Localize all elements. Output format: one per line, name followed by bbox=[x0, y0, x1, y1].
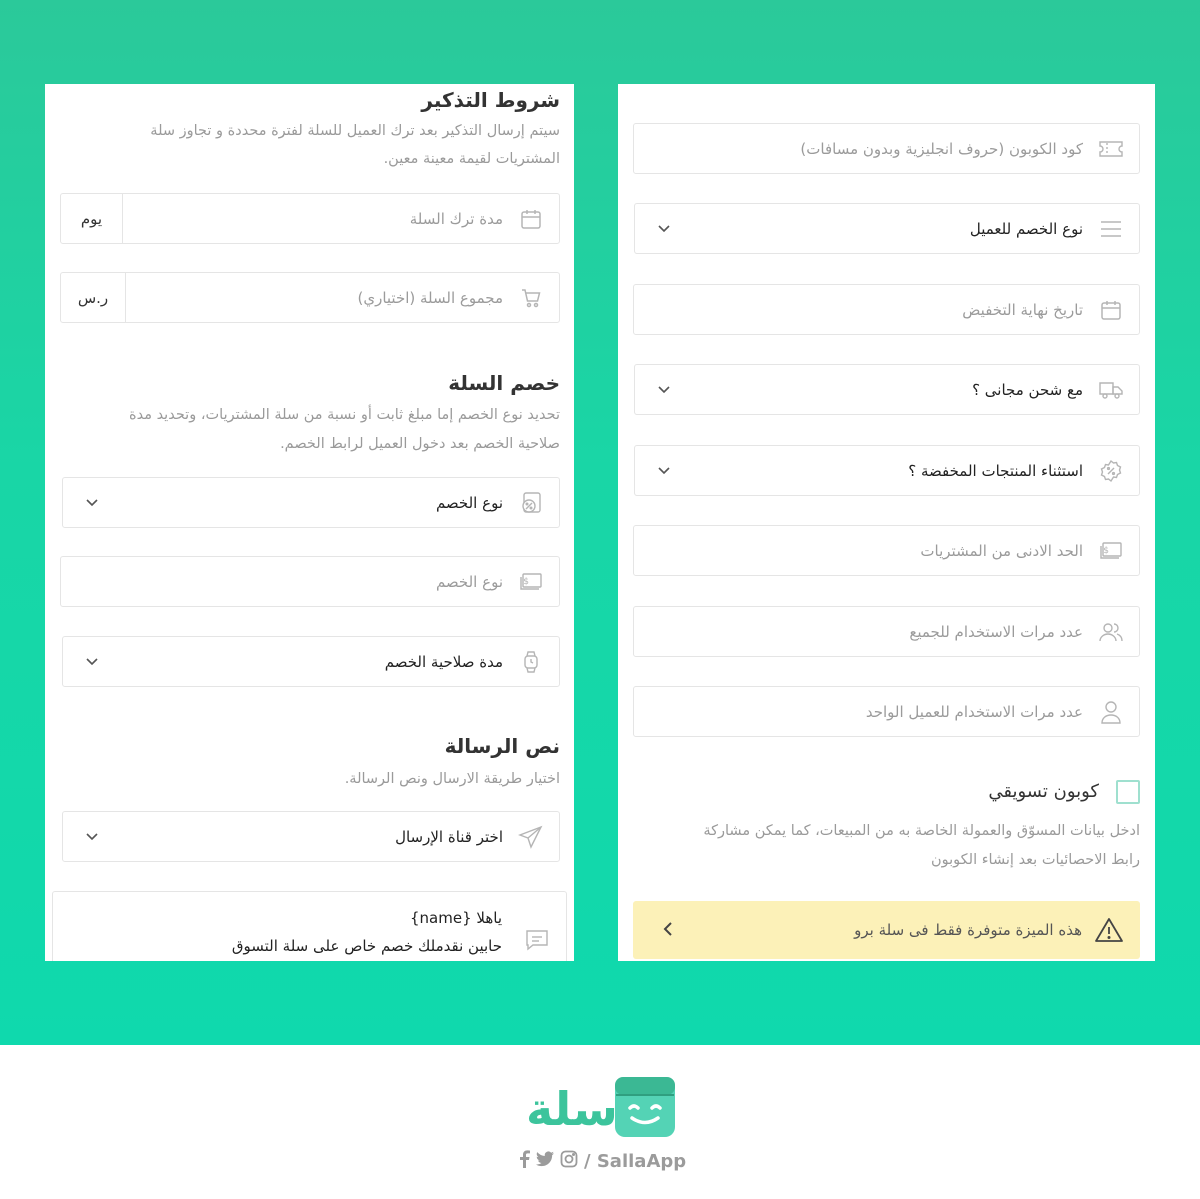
abandon-duration-field[interactable] bbox=[60, 193, 560, 244]
send-channel-label: اختر قناة الإرسال bbox=[395, 827, 503, 846]
message-title: نص الرسالة bbox=[444, 734, 560, 758]
chevron-down-icon bbox=[85, 830, 99, 844]
marketing-coupon-checkbox[interactable] bbox=[1116, 780, 1140, 804]
usage-per-customer-field[interactable] bbox=[633, 686, 1140, 737]
svg-text:$: $ bbox=[523, 576, 529, 587]
message-desc: اختيار طريقة الارسال ونص الرسالة. bbox=[344, 771, 560, 787]
twitter-icon[interactable] bbox=[536, 1151, 554, 1172]
ticket-icon bbox=[1089, 124, 1133, 173]
cart-discount-desc-2: صلاحية الخصم بعد دخول العميل لرابط الخصم. bbox=[280, 436, 560, 452]
calendar-icon bbox=[1089, 285, 1133, 334]
reminder-desc-1: سيتم إرسال التذكير بعد ترك العميل للسلة لفترة محددة و تجاوز سلة bbox=[150, 123, 560, 139]
cart-discount-desc-1: تحديد نوع الخصم إما مبلغ ثابت أو نسبة من سلة المشتريات، وتحديد مدة bbox=[128, 407, 560, 423]
coupon-code-label: كود الكوبون (حروف انجليزية وبدون مسافات) bbox=[800, 139, 1083, 158]
free-shipping-label: مع شحن مجانى ؟ bbox=[972, 380, 1083, 399]
user-icon bbox=[1089, 687, 1133, 736]
message-line-1: ياهلا {name} bbox=[409, 909, 502, 927]
reminder-desc-2: المشتريات لقيمة معينة معين. bbox=[383, 151, 560, 167]
exclude-discounted-select[interactable] bbox=[634, 445, 1140, 496]
chevron-down-icon bbox=[657, 464, 671, 478]
chevron-left-icon[interactable] bbox=[663, 921, 673, 941]
discount-validity-label: مدة صلاحية الخصم bbox=[384, 652, 503, 671]
customer-discount-type-label: نوع الخصم للعميل bbox=[969, 219, 1083, 238]
discount-badge-icon bbox=[1089, 446, 1133, 495]
pro-feature-alert[interactable] bbox=[633, 901, 1140, 959]
coupon-code-field[interactable] bbox=[633, 123, 1140, 174]
message-textarea[interactable] bbox=[52, 891, 567, 961]
facebook-icon[interactable] bbox=[518, 1150, 530, 1173]
send-channel-select[interactable] bbox=[62, 811, 560, 862]
min-purchase-field[interactable] bbox=[633, 525, 1140, 576]
money-icon bbox=[1089, 526, 1133, 575]
percent-tag-icon bbox=[509, 478, 553, 527]
abandoned-cart-panel bbox=[45, 84, 574, 961]
chevron-down-icon bbox=[85, 655, 99, 669]
chevron-down-icon bbox=[85, 496, 99, 510]
brand-name: سلة bbox=[526, 1082, 618, 1136]
coupon-panel bbox=[618, 84, 1155, 961]
free-shipping-select[interactable] bbox=[634, 364, 1140, 415]
warning-icon bbox=[1094, 916, 1124, 944]
pro-feature-text: هذه الميزة متوفرة فقط فى سلة برو bbox=[854, 921, 1082, 939]
message-line-2: حابين نقدملك خصم خاص على سلة التسوق bbox=[231, 937, 502, 955]
discount-validity-select[interactable] bbox=[62, 636, 560, 687]
cart-total-field[interactable] bbox=[60, 272, 560, 323]
users-icon bbox=[1089, 607, 1133, 656]
money-icon bbox=[509, 557, 553, 606]
end-date-field[interactable] bbox=[633, 284, 1140, 335]
menu-icon bbox=[1089, 204, 1133, 253]
cart-icon bbox=[509, 273, 553, 322]
watch-icon bbox=[509, 637, 553, 686]
chevron-down-icon bbox=[657, 383, 671, 397]
social-links bbox=[518, 1148, 686, 1174]
abandon-duration-label: مدة ترك السلة bbox=[409, 209, 503, 228]
usage-all-field[interactable] bbox=[633, 606, 1140, 657]
cart-discount-title: خصم السلة bbox=[448, 371, 560, 395]
social-handle: / SallaApp bbox=[584, 1150, 687, 1172]
discount-value-field[interactable] bbox=[60, 556, 560, 607]
chevron-down-icon bbox=[657, 222, 671, 236]
discount-type-label: نوع الخصم bbox=[435, 493, 503, 512]
customer-discount-type-select[interactable] bbox=[634, 203, 1140, 254]
reminder-title: شروط التذكير bbox=[421, 88, 560, 112]
send-icon bbox=[509, 812, 553, 861]
discount-value-label: نوع الخصم bbox=[435, 572, 503, 591]
usage-all-label: عدد مرات الاستخدام للجميع bbox=[909, 622, 1083, 641]
marketing-coupon-label: كوبون تسويقي bbox=[988, 781, 1099, 802]
min-purchase-label: الحد الادنى من المشتريات bbox=[920, 541, 1083, 560]
currency-suffix: ر.س bbox=[61, 273, 126, 322]
days-suffix: يوم bbox=[61, 194, 123, 243]
svg-text:$: $ bbox=[1103, 545, 1109, 556]
comment-icon bbox=[524, 928, 550, 956]
marketing-coupon-desc-1: ادخل بيانات المسوّق والعمولة الخاصة به من المبيعات، كما يمكن مشاركة bbox=[703, 823, 1140, 839]
salla-bag-icon bbox=[614, 1076, 676, 1138]
exclude-discounted-label: استثناء المنتجات المخفضة ؟ bbox=[908, 461, 1083, 480]
marketing-coupon-desc-2: رابط الاحصائيات بعد إنشاء الكوبون bbox=[931, 852, 1140, 868]
truck-icon bbox=[1089, 365, 1133, 414]
discount-type-select[interactable] bbox=[62, 477, 560, 528]
cart-total-label: مجموع السلة (اختياري) bbox=[357, 288, 503, 307]
calendar-icon bbox=[509, 194, 553, 243]
usage-per-customer-label: عدد مرات الاستخدام للعميل الواحد bbox=[865, 702, 1083, 721]
end-date-label: تاريخ نهاية التخفيض bbox=[962, 300, 1083, 319]
instagram-icon[interactable] bbox=[560, 1150, 578, 1173]
